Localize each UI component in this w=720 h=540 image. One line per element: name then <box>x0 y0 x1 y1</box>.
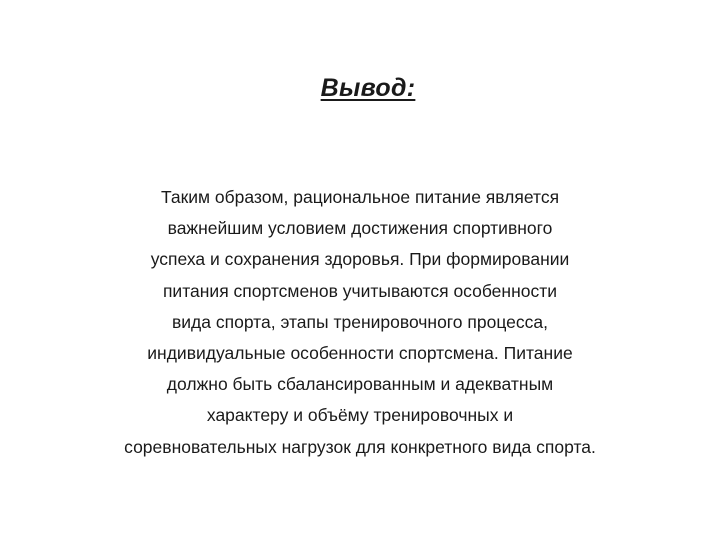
slide-body-text <box>80 182 640 463</box>
body-line: питания спортсменов учитываются особенности <box>162 280 558 301</box>
slide-title-container <box>0 74 720 103</box>
body-line: вида спорта, этапы тренировочного процесса, <box>171 311 548 332</box>
body-line: Таким образом, рациональное питание является <box>160 187 560 207</box>
body-line: индивидуальные особенности спортсмена. Питание <box>147 343 573 364</box>
body-line: должно быть сбалансированным и адекватным <box>166 374 554 395</box>
body-line: успеха и сохранения здоровья. При формировании <box>150 249 570 270</box>
body-line: важнейшим условием достижения спортивного <box>167 218 553 239</box>
slide-title: Вывод: <box>320 74 416 102</box>
body-line: характеру и объёму тренировочных и <box>206 405 514 426</box>
body-line: соревновательных нагрузок для конкретного вида спорта. <box>124 436 596 457</box>
